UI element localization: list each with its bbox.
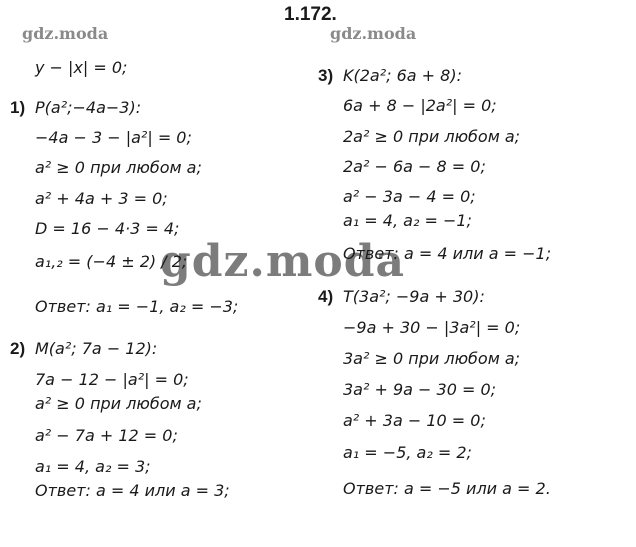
p1-line-4: D = 16 − 4·3 = 4; bbox=[35, 219, 180, 238]
problem-1-label: 1) bbox=[10, 98, 26, 117]
p3-line-3: 2a² − 6a − 8 = 0; bbox=[343, 157, 486, 176]
watermark-top-left: gdz.moda bbox=[22, 24, 109, 43]
p1-line-3: a² + 4a + 3 = 0; bbox=[35, 189, 168, 208]
p4-line-3: 3a² + 9a − 30 = 0; bbox=[343, 380, 497, 399]
p2-line-1: 7a − 12 − |a²| = 0; bbox=[35, 370, 189, 389]
p2-line-3: a² − 7a + 12 = 0; bbox=[35, 426, 178, 445]
p4-line-4: a² + 3a − 10 = 0; bbox=[343, 411, 486, 430]
problem-3-label: 3) bbox=[318, 66, 334, 85]
p4-line-1: −9a + 30 − |3a²| = 0; bbox=[343, 318, 521, 337]
p2-line-2: a² ≥ 0 при любом a; bbox=[35, 394, 202, 413]
p1-line-1: −4a − 3 − |a²| = 0; bbox=[35, 128, 192, 147]
problem-2-label: 2) bbox=[10, 339, 26, 358]
p1-line-5: a₁,₂ = (−4 ± 2) / 2; bbox=[35, 252, 188, 271]
p3-line-2: 2a² ≥ 0 при любом a; bbox=[343, 127, 521, 146]
p4-answer: Ответ: a = −5 или a = 2. bbox=[343, 479, 551, 498]
p1-line-0: P(a²;−4a−3): bbox=[35, 98, 142, 117]
p4-line-0: T(3a²; −9a + 30): bbox=[343, 287, 485, 306]
p2-line-4: a₁ = 4, a₂ = 3; bbox=[35, 457, 151, 476]
p3-line-1: 6a + 8 − |2a²| = 0; bbox=[343, 96, 497, 115]
p2-answer: Ответ: a = 4 или a = 3; bbox=[35, 481, 230, 500]
p3-answer: Ответ: a = 4 или a = −1; bbox=[343, 244, 552, 263]
p3-line-0: K(2a²; 6a + 8): bbox=[343, 66, 462, 85]
p2-line-0: M(a²; 7a − 12): bbox=[35, 339, 158, 358]
intro-equation: y − |x| = 0; bbox=[35, 58, 128, 77]
problem-4-label: 4) bbox=[318, 287, 334, 306]
p1-answer: Ответ: a₁ = −1, a₂ = −3; bbox=[35, 297, 239, 316]
watermark-top-center: gdz.moda bbox=[330, 24, 417, 43]
watermark-center: gdz.moda bbox=[160, 236, 406, 287]
problem-number: 1.172. bbox=[284, 4, 337, 25]
p1-line-2: a² ≥ 0 при любом a; bbox=[35, 158, 202, 177]
p3-line-5: a₁ = 4, a₂ = −1; bbox=[343, 211, 472, 230]
p3-line-4: a² − 3a − 4 = 0; bbox=[343, 187, 476, 206]
p4-line-2: 3a² ≥ 0 при любом a; bbox=[343, 349, 521, 368]
p4-line-5: a₁ = −5, a₂ = 2; bbox=[343, 443, 472, 462]
